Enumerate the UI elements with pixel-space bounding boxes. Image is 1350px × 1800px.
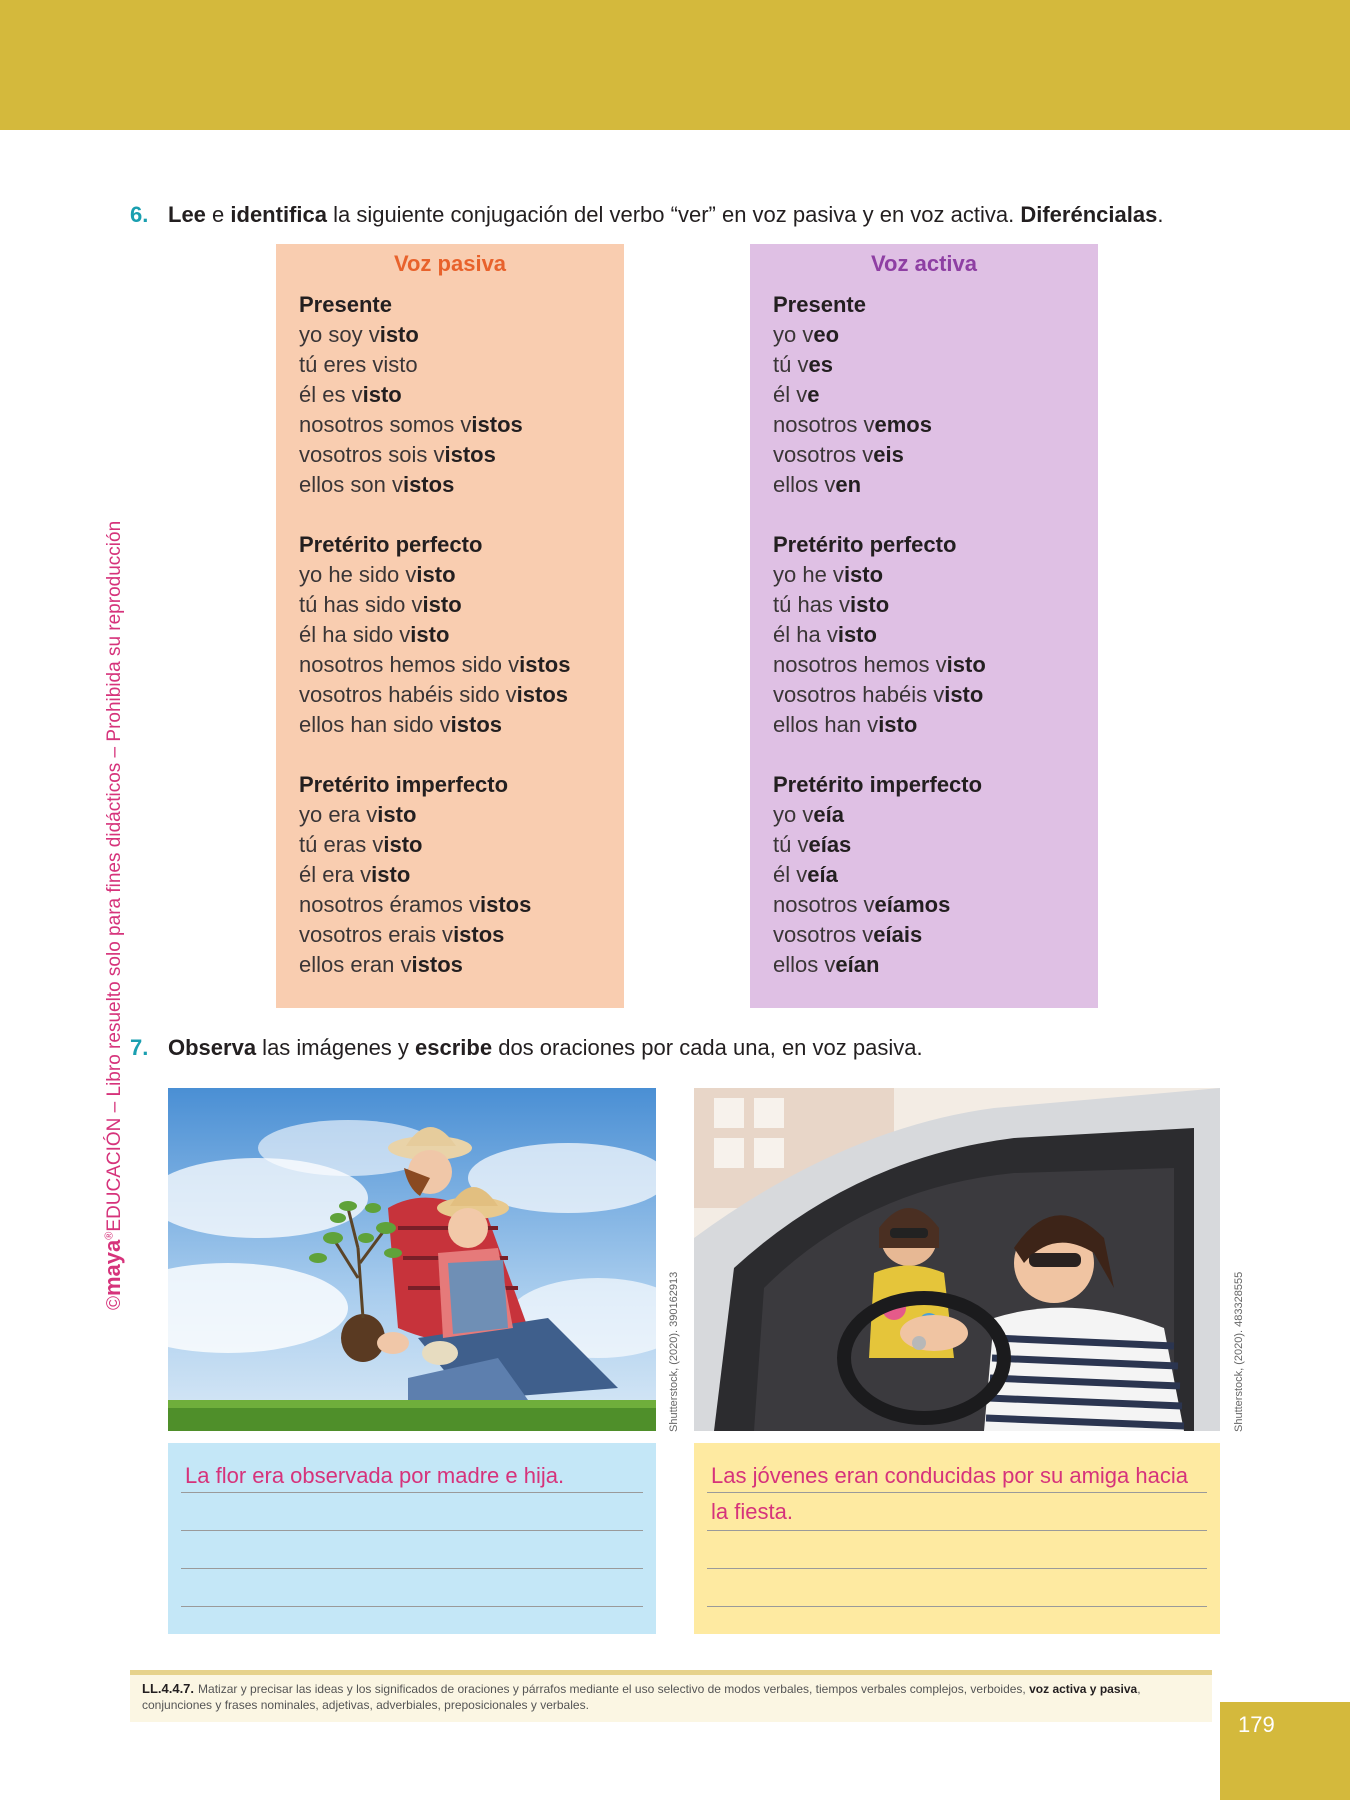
conjugation-ending: isto [377, 802, 417, 827]
conjugation-stem: él ha sido v [299, 622, 411, 647]
conjugation-ending: en [835, 472, 862, 497]
conjugation-ending: eías [808, 832, 852, 857]
conjugation-ending: isto [837, 622, 877, 647]
answer-box-left [168, 1443, 656, 1634]
brand-name: maya [100, 1239, 125, 1296]
conjugation-ending: eíamos [874, 892, 951, 917]
conjugation-stem: él es v [299, 382, 363, 407]
answer-line [181, 1569, 643, 1607]
voz-pasiva-title: Voz pasiva [393, 251, 507, 276]
conjugation-ending: eían [835, 952, 880, 977]
conjugation-ending: emos [874, 412, 932, 437]
curriculum-text-end: , conjunciones y frases nominales, adjetivas, adverbiales, preposicionales y verbales. [142, 1682, 1141, 1712]
conjugation-stem: nosotros somos v [299, 412, 472, 437]
activa-tense-group [773, 770, 1098, 980]
curriculum-footer [130, 1670, 1212, 1722]
conjugation-ending: eis [873, 442, 904, 467]
question-6-number: 6. [130, 202, 149, 227]
top-color-band [0, 0, 1350, 130]
conjugation-stem: vosotros sois v [299, 442, 445, 467]
side-note-text: EDUCACIÓN – Libro resuelto solo para fines didácticos – Prohibida su reproducción [104, 520, 125, 1232]
conjugation-line [773, 710, 1098, 740]
conjugation-ending: isto [410, 622, 450, 647]
conjugation-line [773, 860, 1098, 890]
conjugation-stem: yo v [773, 802, 814, 827]
conjugation-ending: isto [371, 862, 411, 887]
conjugation-line [773, 830, 1098, 860]
conjugation-stem: vosotros habéis sido v [299, 682, 517, 707]
conjugation-line [299, 830, 624, 860]
conjugation-stem: vosotros erais v [299, 922, 454, 947]
curriculum-emphasis: voz activa y pasiva [1029, 1682, 1138, 1696]
conjugation-line [299, 800, 624, 830]
conjugation-line [773, 950, 1098, 980]
tense-heading: Pretérito perfecto [299, 532, 483, 557]
conjugation-stem: nosotros hemos sido v [299, 652, 520, 677]
conjugation-stem: vosotros v [773, 442, 874, 467]
conjugation-ending: es [808, 352, 833, 377]
photo-mother-daughter-planting [168, 1088, 656, 1431]
conjugation-stem: vosotros v [773, 922, 874, 947]
conjugation-stem: ellos v [773, 472, 836, 497]
tense-heading: Pretérito perfecto [773, 532, 957, 557]
conjugation-stem: él ha v [773, 622, 838, 647]
conjugation-stem: él v [773, 382, 808, 407]
conjugation-stem: nosotros v [773, 412, 875, 437]
conjugation-stem: vosotros habéis v [773, 682, 945, 707]
conjugation-stem: tú eres visto [299, 352, 418, 377]
conjugation-line [299, 890, 624, 920]
conjugation-ending: isto [944, 682, 984, 707]
conjugation-stem: él v [773, 862, 808, 887]
photo-left-credit: Shutterstock, (2020). 390162913 [668, 1271, 680, 1432]
photo-women-driving [694, 1088, 1220, 1431]
conjugation-stem: nosotros éramos v [299, 892, 480, 917]
pasiva-tense-group [299, 290, 624, 500]
q7-verb-observa: Observa [168, 1035, 257, 1060]
conjugation-line [773, 320, 1098, 350]
conjugation-line [299, 680, 624, 710]
conjugation-stem: ellos v [773, 952, 836, 977]
conjugation-line [299, 620, 624, 650]
q6-verb-identifica: identifica [230, 202, 327, 227]
conjugation-stem: tú v [773, 352, 809, 377]
voz-pasiva-panel [276, 244, 624, 1008]
conjugation-line [299, 950, 624, 980]
q7-text: dos oraciones por cada una, en voz pasiva. [492, 1035, 923, 1060]
conjugation-line [299, 920, 624, 950]
conjugation-ending: istos [453, 922, 505, 947]
conjugation-line [773, 410, 1098, 440]
conjugation-ending: isto [843, 562, 884, 587]
conjugation-line [299, 710, 624, 740]
conjugation-ending: istos [519, 652, 571, 677]
conjugation-ending: eía [807, 862, 838, 887]
conjugation-ending: isto [362, 382, 402, 407]
conjugation-line [299, 650, 624, 680]
conjugation-ending: istos [479, 892, 532, 917]
conjugation-stem: nosotros v [773, 892, 875, 917]
conjugation-ending: e [807, 382, 820, 407]
conjugation-ending: eo [813, 322, 840, 347]
conjugation-ending: istos [450, 712, 503, 737]
registered-mark: ® [103, 1231, 116, 1240]
question-7-number: 7. [130, 1035, 149, 1060]
conjugation-ending: istos [411, 952, 463, 977]
conjugation-stem: tú v [773, 832, 809, 857]
conjugation-line [773, 440, 1098, 470]
copyright-side-note [100, 521, 126, 1310]
activa-tense-group [773, 530, 1098, 740]
conjugation-stem: yo soy v [299, 322, 380, 347]
conjugation-line [299, 380, 624, 410]
question-7 [130, 1033, 923, 1063]
tense-heading: Pretérito imperfecto [299, 772, 509, 797]
conjugation-stem: ellos son v [299, 472, 403, 497]
q6-verb-diferencialas: Diferéncialas [1020, 202, 1158, 227]
conjugation-line [299, 560, 624, 590]
q7-verb-escribe: escribe [415, 1035, 493, 1060]
conjugation-line [773, 890, 1098, 920]
photo-right-credit: Shutterstock, (2020). 483328555 [1233, 1271, 1245, 1432]
conjugation-line [299, 410, 624, 440]
tense-heading: Pretérito imperfecto [773, 772, 983, 797]
activa-tense-group [773, 290, 1098, 500]
conjugation-line [773, 920, 1098, 950]
conjugation-stem: yo era v [299, 802, 378, 827]
answer-left-text[interactable]: La flor era observada por madre e hija. [185, 1463, 565, 1488]
q6-text: e [205, 202, 231, 227]
page-number: 179 [1238, 1712, 1275, 1737]
answer-right-text[interactable]: Las jóvenes eran conducidas por su amiga hacia la fiesta. [711, 1463, 1188, 1524]
conjugation-ending: isto [422, 592, 462, 617]
curriculum-code: LL.4.4.7. [142, 1681, 195, 1696]
conjugation-line [299, 440, 624, 470]
conjugation-line [773, 680, 1098, 710]
question-6 [130, 200, 1163, 230]
conjugation-ending: isto [379, 322, 419, 347]
q6-text: la siguiente conjugación del verbo “ver” en voz pasiva y en voz activa. [326, 202, 1021, 227]
conjugation-ending: isto [850, 592, 890, 617]
tense-heading: Presente [299, 292, 392, 317]
conjugation-ending: eíais [873, 922, 923, 947]
conjugation-ending: istos [471, 412, 523, 437]
conjugation-stem: yo v [773, 322, 814, 347]
voz-activa-title: Voz activa [871, 251, 977, 276]
answer-line [707, 1531, 1207, 1569]
page-number-tab [1220, 1702, 1350, 1800]
conjugation-stem: ellos han v [773, 712, 879, 737]
conjugation-ending: isto [946, 652, 986, 677]
tense-heading: Presente [773, 292, 866, 317]
conjugation-ending: istos [516, 682, 569, 707]
conjugation-line [773, 560, 1098, 590]
conjugation-line [773, 470, 1098, 500]
conjugation-line [299, 350, 624, 380]
copyright-symbol: © [104, 1296, 125, 1310]
planting-illustration [168, 1088, 656, 1431]
conjugation-line [773, 350, 1098, 380]
conjugation-line [773, 620, 1098, 650]
answer-line [707, 1569, 1207, 1607]
q7-text: las imágenes y [256, 1035, 416, 1060]
conjugation-line [773, 380, 1098, 410]
conjugation-stem: tú has sido v [299, 592, 423, 617]
conjugation-line [299, 590, 624, 620]
conjugation-stem: tú has v [773, 592, 851, 617]
pasiva-tense-group [299, 530, 624, 740]
answer-line [181, 1531, 643, 1569]
conjugation-stem: él era v [299, 862, 372, 887]
conjugation-stem: yo he sido v [299, 562, 417, 587]
conjugation-line [299, 860, 624, 890]
q6-text: . [1157, 202, 1164, 227]
curriculum-text: Matizar y precisar las ideas y los significados de oraciones y párrafos mediante el uso selectivo de modos verbales, tiempos verbales complejos, verboides, [198, 1682, 1030, 1696]
conjugation-ending: isto [383, 832, 423, 857]
voz-activa-panel [750, 244, 1098, 1008]
conjugation-line [299, 470, 624, 500]
conjugation-line [773, 590, 1098, 620]
answer-line [181, 1493, 643, 1531]
conjugation-stem: ellos eran v [299, 952, 412, 977]
conjugation-line [773, 800, 1098, 830]
conjugation-ending: isto [416, 562, 456, 587]
conjugation-stem: yo he v [773, 562, 844, 587]
conjugation-stem: ellos han sido v [299, 712, 451, 737]
conjugation-ending: istos [444, 442, 496, 467]
conjugation-line [299, 320, 624, 350]
answer-box-right [694, 1443, 1220, 1634]
conjugation-ending: isto [878, 712, 918, 737]
q6-verb-lee: Lee [168, 202, 206, 227]
conjugation-line [773, 650, 1098, 680]
conjugation-stem: nosotros hemos v [773, 652, 947, 677]
conjugation-ending: istos [402, 472, 455, 497]
conjugation-stem: tú eras v [299, 832, 384, 857]
car-illustration [694, 1088, 1220, 1431]
conjugation-ending: eía [813, 802, 844, 827]
pasiva-tense-group [299, 770, 624, 980]
